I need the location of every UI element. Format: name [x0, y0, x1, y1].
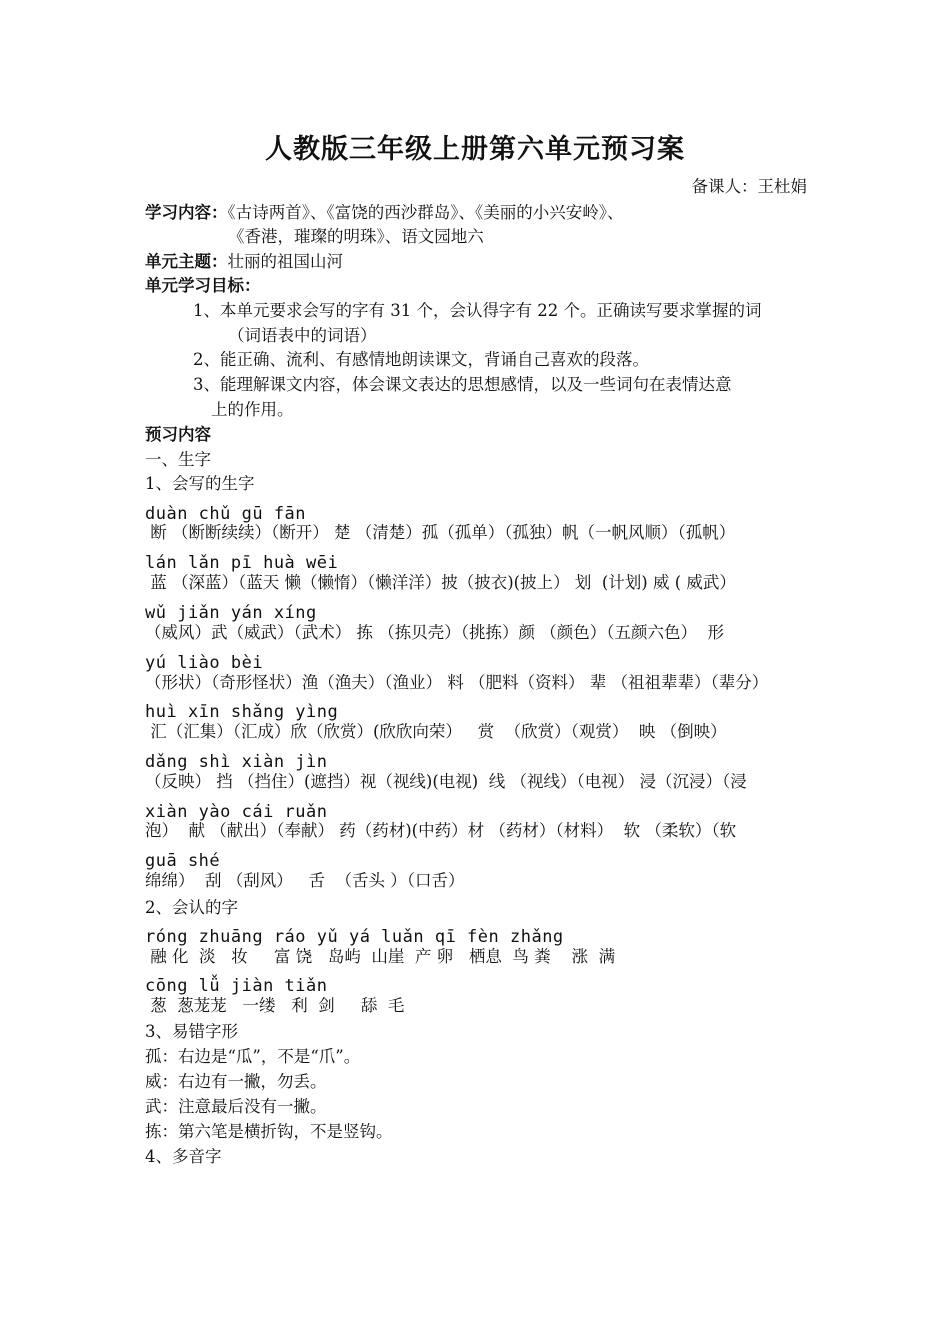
pinyin-row: róng zhuāng ráo yǔ yá luǎn qī fèn zhǎng — [145, 927, 564, 947]
goal-1: 1、本单元要求会写的字有 31 个，会认得字有 22 个。正确读写要求掌握的词 — [193, 301, 762, 320]
section-1-3-heading: 3、易错字形 — [145, 1022, 238, 1041]
section-1-heading: 一、生字 — [145, 450, 211, 469]
content-text-2: 《香港，璀璨的明珠》、语文园地六 — [228, 227, 484, 246]
content-label: 学习内容： — [145, 203, 228, 222]
pinyin-row: huì xīn shǎng yìng — [145, 702, 339, 722]
goal-2: 2、能正确、流利、有感情地朗读课文，背诵自己喜欢的段落。 — [193, 350, 649, 369]
document-title: 人教版三年级上册第六单元预习案 — [265, 134, 685, 165]
hanzi-row: （威风）武（威武）（武术） 拣 （拣贝壳）（挑拣）颜 （颜色）（五颜六色） 形 — [145, 623, 724, 642]
section-1-2-heading: 2、会认的字 — [145, 898, 238, 917]
section-1-1-heading: 1、会写的生字 — [145, 474, 255, 493]
hanzi-row: 融 化 淡 妆 富 饶 岛屿 山崖 产 卵 栖息 鸟 粪 涨 满 — [145, 947, 616, 966]
error-item: 孤：右边是“瓜”，不是“爪”。 — [145, 1047, 361, 1066]
error-item: 威：右边有一撇，勿丢。 — [145, 1072, 327, 1091]
content-line-1 — [145, 201, 624, 225]
hanzi-row: 断 （断断续续）（断开） 楚 （清楚）孤（孤单）（孤独）帆（一帆风顺）（孤帆） — [145, 523, 736, 542]
pinyin-row: duàn chǔ gū fān — [145, 504, 307, 524]
pinyin-row: guā shé — [145, 851, 221, 871]
hanzi-row: （反映） 挡 （挡住）(遮挡）视（视线)(电视) 线 （视线）（电视） 浸（沉浸）（浸 — [145, 772, 747, 791]
goals-heading: 单元学习目标： — [145, 276, 261, 295]
section-1-4-heading: 4、多音字 — [145, 1147, 222, 1166]
hanzi-row: 汇（汇集）（汇成）欣（欣赏）(欣欣向荣） 赏 （欣赏）（观赏） 映 （倒映） — [145, 722, 727, 741]
content-text-1: 《古诗两首》、《富饶的西沙群岛》、《美丽的小兴安岭》、 — [227, 203, 624, 222]
hanzi-row: （形状）（奇形怪状）渔（渔夫）（渔业） 料 （肥料（资料） 辈 （祖祖辈辈）（辈分） — [145, 673, 769, 692]
goal-3: 3、能理解课文内容，体会课文表达的思想感情，以及一些词句在表情达意 — [193, 375, 732, 394]
error-item: 武：注意最后没有一撇。 — [145, 1097, 327, 1116]
pinyin-row: lán lǎn pī huà wēi — [145, 553, 339, 573]
hanzi-row: 蓝 （深蓝）（蓝天 懒（懒惰）（懒洋洋）披（披衣)(披上） 划 (计划) 威 ( 威武） — [145, 573, 736, 592]
pinyin-row: dǎng shì xiàn jìn — [145, 752, 328, 772]
pinyin-row: xiàn yào cái ruǎn — [145, 802, 328, 822]
theme-label: 单元主题： — [145, 252, 228, 271]
theme-line — [145, 250, 343, 274]
theme-text: 壮丽的祖国山河 — [227, 252, 343, 271]
pinyin-row: yú liào bèi — [145, 653, 264, 673]
goal-3-cont: 上的作用。 — [211, 400, 294, 419]
preview-heading: 预习内容 — [145, 425, 211, 444]
error-item: 拣：第六笔是横折钩，不是竖钩。 — [145, 1122, 393, 1141]
author-line: 备课人：王杜娟 — [691, 177, 807, 196]
goal-1-cont: （词语表中的词语） — [228, 326, 377, 345]
hanzi-row: 泡） 献 （献出）（奉献） 药（药材)(中药）材 （药材）（材料） 软 （柔软）（软 — [145, 821, 737, 840]
pinyin-row: wǔ jiǎn yán xíng — [145, 603, 317, 623]
pinyin-row: cōng lǚ jiàn tiǎn — [145, 976, 328, 996]
hanzi-row: 绵绵） 刮 （刮风） 舌 （舌头 ）（口舌） — [145, 871, 465, 890]
hanzi-row: 葱 葱茏茏 一缕 利 剑 舔 毛 — [145, 996, 405, 1015]
